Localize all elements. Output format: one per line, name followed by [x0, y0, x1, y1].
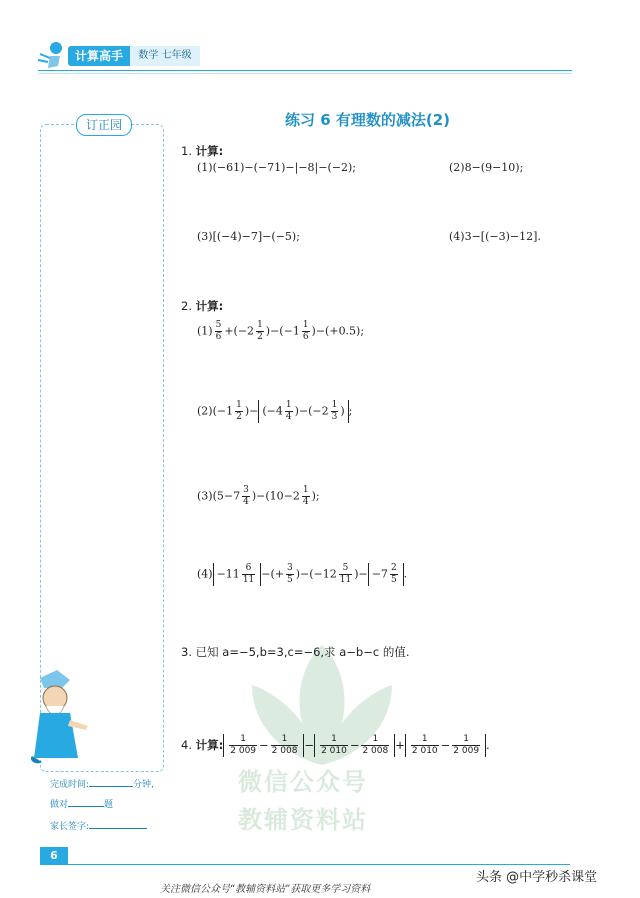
lesson-title: 练习 6 有理数的减法(2): [285, 111, 451, 129]
expr-end: ;: [348, 404, 353, 418]
expr-text: );: [311, 489, 320, 503]
section-4: [181, 734, 490, 757]
section-3: [181, 644, 409, 660]
correct-label: 做对: [50, 800, 69, 810]
expr-text: )−(+0.5);: [311, 324, 365, 338]
problem-index: (3): [197, 489, 213, 503]
expr-text: (−1: [212, 404, 234, 418]
expr-end: .: [486, 738, 490, 752]
section-number: 2.: [181, 299, 192, 313]
sidebar-title: 订正园: [76, 114, 132, 136]
correct-field: [50, 797, 113, 810]
fraction: $\frac{1}{2}$: [257, 320, 263, 342]
header-subject: 数学 七年级: [130, 46, 200, 66]
section-number: 3.: [181, 645, 192, 659]
bottom-caption: 关注微信公众号“教辅资料站”获取更多学习资料: [160, 884, 371, 895]
fraction: $\frac{5}{6}$: [215, 320, 222, 342]
section-label: 计算:: [195, 299, 224, 313]
s2-problem-3: [197, 485, 320, 508]
expr-text: −(+: [261, 567, 284, 581]
fraction: $\frac{1}{2}$: [236, 400, 242, 422]
section-label: 计算:: [195, 738, 224, 752]
watermark-line-2: 教辅资料站: [238, 806, 368, 834]
footer-divider: [40, 864, 570, 865]
time-field: [50, 777, 154, 790]
wizard-mascot-icon: [22, 668, 92, 768]
absolute-value: −11 $\frac{6}{11}$: [213, 563, 262, 586]
s1-problem-1: (1)(−61)−(−71)−|−8|−(−2);: [197, 161, 356, 174]
operator: +: [395, 738, 405, 752]
header-divider: [38, 70, 572, 71]
s2-problem-2: [197, 400, 352, 423]
expr-text: )−(10−2: [251, 489, 300, 503]
absolute-value: (−4 $\frac{1}{4}$ )−(−2 $\frac{1}{3}$ ): [258, 400, 348, 423]
expr-text: )−(−12: [295, 567, 337, 581]
correct-blank[interactable]: [68, 797, 104, 807]
expr-text: )−(−1: [265, 324, 300, 338]
section-label: 计算:: [195, 144, 224, 158]
expr-text: )−: [244, 404, 259, 418]
s1-problem-4: (4)3−[(−3)−12].: [449, 230, 541, 243]
runner-mascot-icon: [36, 40, 70, 70]
absolute-value: $\frac{1}{2 010}$ − $\frac{1}{2 008}$: [314, 734, 395, 757]
section-1-heading: [181, 143, 223, 159]
section-number: 1.: [181, 144, 192, 158]
problem-index: (2): [197, 404, 213, 418]
correct-unit: 题: [104, 800, 114, 810]
header-badge: 计算高手: [68, 46, 130, 66]
operator: −: [304, 738, 315, 752]
fraction: $\frac{3}{4}$: [243, 485, 249, 507]
fraction: $\frac{1}{6}$: [302, 320, 309, 342]
expr-text: (5−7: [212, 489, 241, 503]
expr-text: +(−2: [224, 324, 255, 338]
parent-label: 家长签字:: [50, 822, 90, 832]
section-2-heading: [181, 298, 223, 314]
section-3-text: 已知 a=−5,b=3,c=−6,求 a−b−c 的值.: [195, 645, 410, 659]
parent-sign-field: [50, 819, 147, 832]
section-number: 4.: [181, 738, 192, 752]
absolute-value: −7 $\frac{2}{5}$: [368, 563, 404, 586]
header-divider-light: [38, 73, 572, 74]
s1-problem-3: (3)[(−4)−7]−(−5);: [197, 230, 300, 243]
fraction: $\frac{5}{11}$: [339, 563, 352, 585]
fraction: $\frac{1}{4}$: [302, 485, 309, 507]
parent-blank[interactable]: [89, 819, 147, 829]
time-label: 完成时间:: [50, 780, 90, 790]
problem-index: (4): [197, 567, 213, 581]
credit-text: 头条 @中学秒杀课堂: [476, 870, 598, 885]
time-blank[interactable]: [89, 777, 133, 787]
absolute-value: $\frac{1}{2 009}$ − $\frac{1}{2 008}$: [223, 734, 304, 757]
s2-problem-1: [197, 320, 364, 343]
s1-problem-2: (2)8−(9−10);: [449, 161, 524, 174]
expr-end: .: [403, 567, 408, 581]
time-unit: 分钟,: [133, 780, 154, 790]
absolute-value: $\frac{1}{2 010}$ − $\frac{1}{2 009}$: [405, 734, 486, 757]
watermark-line-1: 微信公众号: [238, 768, 368, 796]
expr-text: )−: [354, 567, 368, 581]
fraction: $\frac{3}{5}$: [287, 563, 293, 585]
problem-index: (1): [197, 324, 213, 338]
page-number: 6: [40, 847, 68, 865]
s2-problem-4: [197, 563, 407, 586]
